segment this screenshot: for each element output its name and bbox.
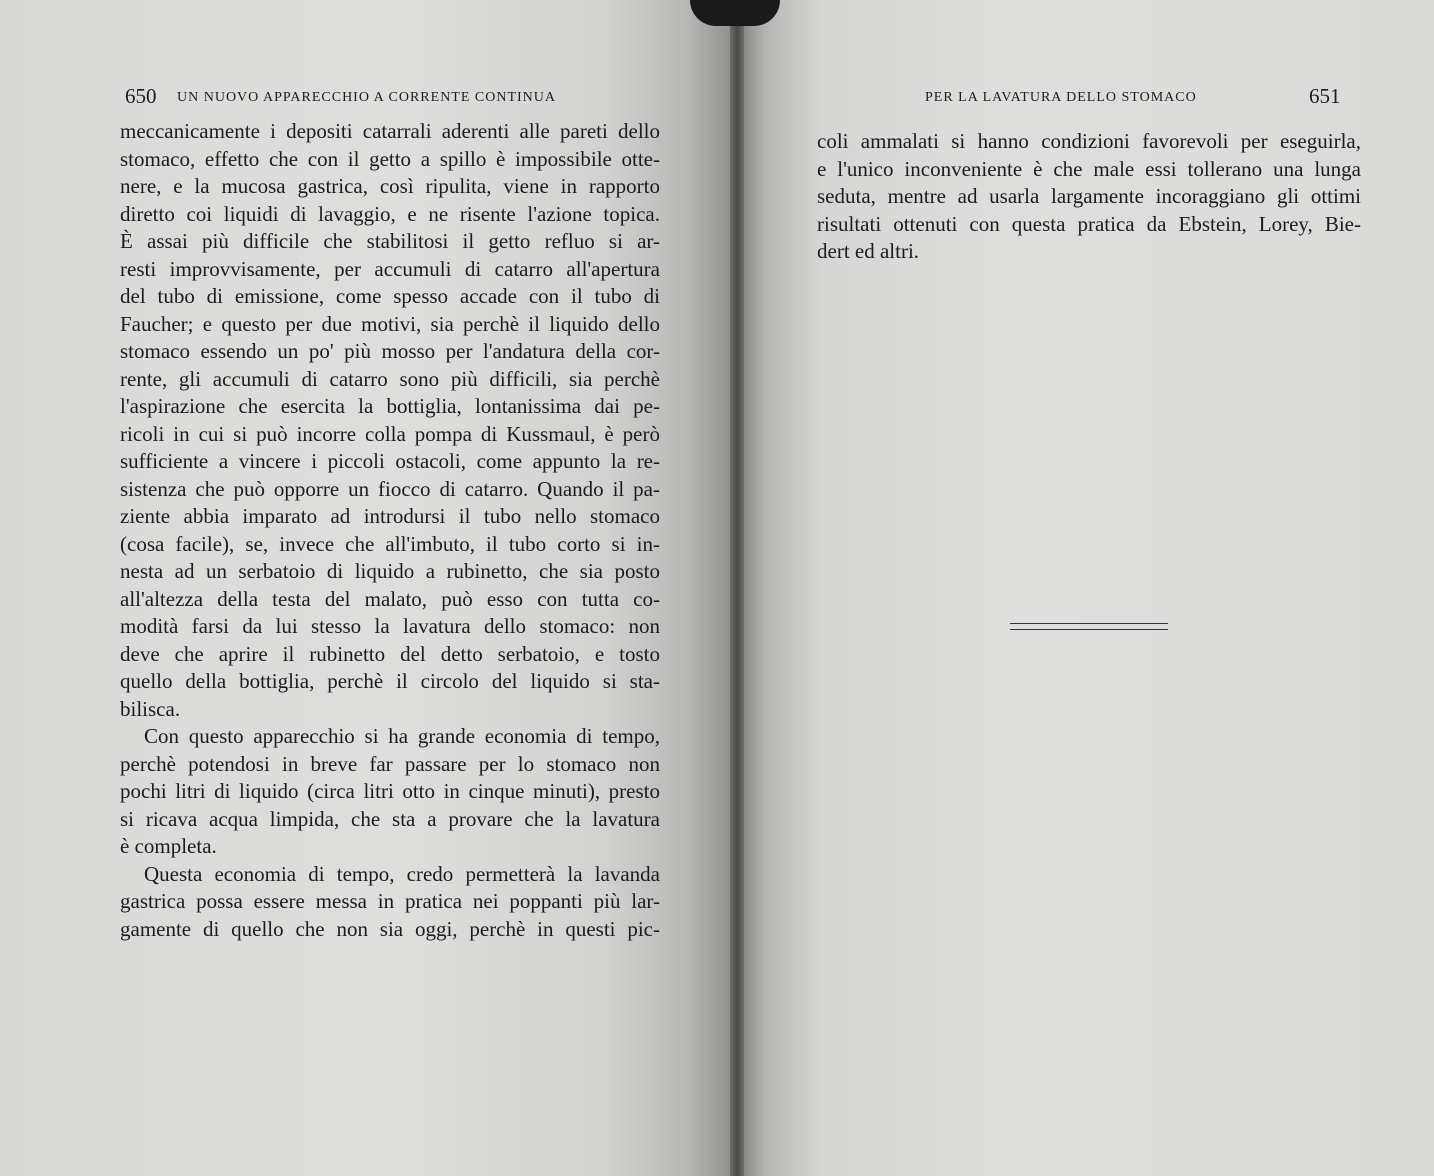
text-line: nesta ad un serbatoio di liquido a rubinetto, che sia posto [120,559,660,583]
text-line: Con questo apparecchio si ha grande economia di tempo, [144,724,660,748]
text-line: si ricava acqua limpida, che sta a provare che la lavatura [120,806,660,831]
text-line: pochi litri di liquido (circa litri otto in cinque minuti), presto [120,779,660,803]
text-line: del tubo di emissione, come spesso accade con il tubo di [120,284,660,308]
text-line: dert ed altri. [817,239,920,263]
text-line: gastrica possa essere messa in pratica nei poppanti più lar- [120,889,660,913]
text-line: modità farsi da lui stesso la lavatura dello stomaco: non [120,614,660,638]
text-line: l'aspirazione che esercita la bottiglia, lontanissima dai pe- [120,394,660,418]
right-page [737,0,1434,1176]
text-line: Questa economia di tempo, credo permetterà la lavanda [144,861,660,886]
book-spine [730,0,744,1176]
text-line: ziente abbia imparato ad introdursi il tubo nello stomaco [120,504,660,528]
left-running-head [125,84,685,114]
text-line: coli ammalati si hanno condizioni favorevoli per eseguirla, [817,129,1361,153]
right-running-head [925,84,1375,114]
text-line: rente, gli accumuli di catarro sono più difficili, sia perchè [120,366,660,391]
text-line: perchè potendosi in breve far passare per lo stomaco non [120,751,660,776]
right-running-title: PER LA LAVATURA DELLO STOMACO [925,90,1197,105]
text-line: e l'unico inconveniente è che male essi tollerano una lunga [817,156,1361,181]
text-line: (cosa facile), se, invece che all'imbuto, il tubo corto si in- [120,531,660,556]
gutter-shadow [690,0,780,26]
text-line: nere, e la mucosa gastrica, così ripulita, viene in rapporto [120,174,660,198]
text-line: meccanicamente i depositi catarrali aderenti alle pareti dello [120,119,660,143]
text-line: sufficiente a vincere i piccoli ostacoli, come appunto la re- [120,449,660,473]
text-line: bilisca. [120,696,181,721]
text-line: seduta, mentre ad usarla largamente incoraggiano gli ottimi [817,184,1361,208]
text-line: ricoli in cui si può incorre colla pompa di Kussmaul, è però [120,421,660,446]
text-line: resti improvvisamente, per accumuli di catarro all'apertura [120,256,660,281]
text-line: stomaco essendo un po' più mosso per l'andatura della cor- [120,339,660,363]
left-page-number: 650 [125,84,157,108]
text-line: deve che aprire il rubinetto del detto serbatoio, e tosto [120,641,660,666]
left-body-text [120,118,660,943]
right-body-text [817,128,1361,266]
text-line: diretto coi liquidi di lavaggio, e ne risente l'azione topica. [120,201,660,226]
text-line: Faucher; e questo per due motivi, sia perchè il liquido dello [120,311,660,336]
right-page-number: 651 [1309,84,1341,108]
text-line: quello della bottiglia, perchè il circolo del liquido si sta- [120,669,660,693]
text-line: risultati ottenuti con questa pratica da Ebstein, Lorey, Bie- [817,211,1361,236]
text-line: all'altezza della testa del malato, può esso con tutta co- [120,586,660,611]
text-line: È assai più difficile che stabilitosi il getto refluo si ar- [120,229,660,253]
text-line: gamente di quello che non sia oggi, perchè in questi pic- [120,916,660,941]
text-line: sistenza che può opporre un fiocco di catarro. Quando il pa- [120,476,660,501]
end-rule [1010,623,1168,630]
text-line: è completa. [120,834,217,858]
text-line: stomaco, effetto che con il getto a spillo è impossibile otte- [120,146,660,171]
left-running-title: UN NUOVO APPARECCHIO A CORRENTE CONTINUA [177,90,557,105]
